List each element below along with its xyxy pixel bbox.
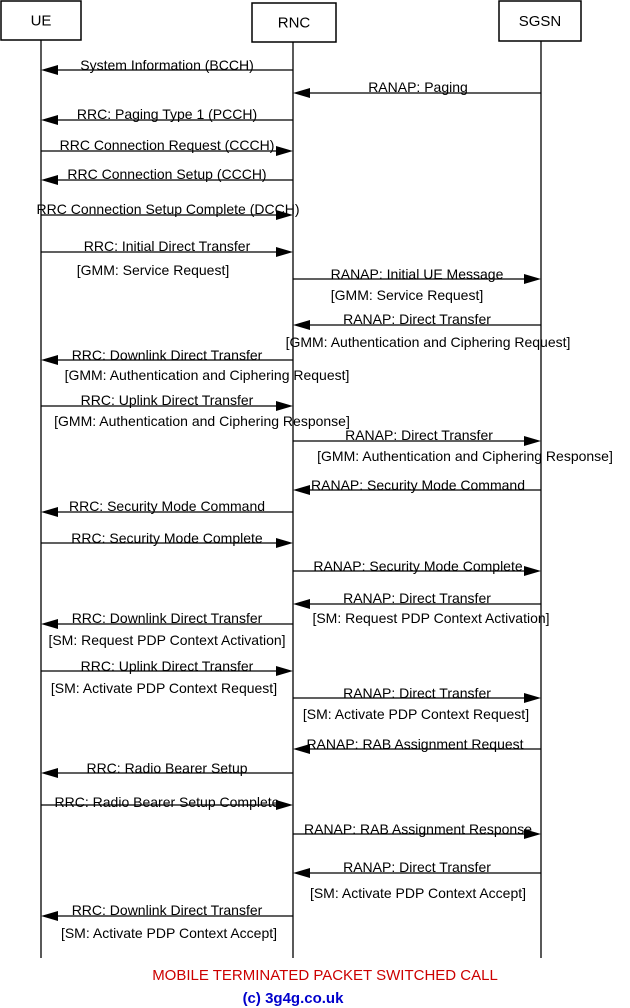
- message: [41, 57, 293, 75]
- message-arrowhead: [41, 175, 58, 185]
- message-arrowhead: [41, 65, 58, 75]
- rnc-label: RNC: [277, 14, 311, 32]
- message-payload: [GMM: Authentication and Ciphering Request]: [64, 367, 350, 383]
- message-label: RANAP: RAB Assignment Response: [304, 821, 532, 837]
- message: [41, 530, 293, 548]
- message: [41, 610, 293, 648]
- message-label: RANAP: Direct Transfer: [345, 427, 493, 443]
- sgsn-label: SGSN: [518, 13, 562, 30]
- message-arrowhead: [41, 911, 58, 921]
- message: [41, 658, 293, 696]
- ue-label: UE: [30, 12, 52, 30]
- message-label: RRC Connection Setup Complete (DCCH): [36, 201, 300, 217]
- message: [41, 498, 293, 517]
- message-payload: [SM: Request PDP Context Activation]: [48, 632, 286, 648]
- message-payload: [SM: Activate PDP Context Accept]: [309, 885, 527, 901]
- message-label: RRC: Initial Direct Transfer: [83, 238, 251, 254]
- message-arrowhead: [524, 436, 541, 446]
- message: [293, 859, 541, 901]
- message-label: RANAP: Paging: [368, 79, 468, 95]
- message-label: RANAP: Direct Transfer: [343, 685, 491, 701]
- message: [41, 166, 293, 185]
- message-label: RRC: Downlink Direct Transfer: [71, 902, 263, 918]
- message-payload: [SM: Activate PDP Context Request]: [302, 706, 530, 722]
- diagram-caption: MOBILE TERMINATED PACKET SWITCHED CALL: [152, 967, 498, 984]
- message-payload: [GMM: Authentication and Ciphering Response]: [317, 448, 613, 464]
- message: [41, 760, 293, 778]
- message-payload: [GMM: Authentication and Ciphering Request]: [285, 334, 571, 350]
- message-payload: [SM: Activate PDP Context Accept]: [60, 925, 278, 941]
- message-label: RRC: Uplink Direct Transfer: [80, 392, 254, 408]
- message-label: RANAP: Security Mode Complete: [313, 558, 523, 574]
- message: [41, 238, 293, 278]
- message: [293, 79, 541, 98]
- message-label: RRC: Radio Bearer Setup: [86, 760, 248, 776]
- message-label: RRC: Downlink Direct Transfer: [71, 610, 263, 626]
- message-payload: [SM: Request PDP Context Activation]: [312, 610, 550, 626]
- message-arrowhead: [524, 274, 541, 284]
- message: [293, 685, 541, 722]
- message: [293, 558, 541, 576]
- message: [37, 201, 300, 220]
- message-arrowhead: [41, 355, 58, 365]
- message-label: RANAP: Direct Transfer: [343, 311, 491, 327]
- message: [293, 590, 550, 626]
- message-label: RANAP: Direct Transfer: [343, 590, 491, 606]
- message: [293, 266, 541, 303]
- message-label: RANAP: Security Mode Command: [311, 477, 525, 493]
- message-payload: [GMM: Service Request]: [76, 262, 230, 278]
- message-arrowhead: [41, 115, 58, 125]
- message-arrowhead: [293, 599, 310, 609]
- message-arrowhead: [41, 619, 58, 629]
- message-label: RRC: Security Mode Command: [68, 498, 266, 514]
- message-arrowhead: [276, 247, 293, 257]
- message-arrowhead: [276, 666, 293, 676]
- message-arrowhead: [524, 693, 541, 703]
- message-label: RANAP: Initial UE Message: [330, 266, 504, 282]
- message-label: System Information (BCCH): [80, 57, 254, 73]
- message-label: RRC: Paging Type 1 (PCCH): [76, 106, 258, 122]
- message: [293, 477, 541, 495]
- message: [293, 821, 541, 839]
- message-arrowhead: [524, 566, 541, 576]
- message-arrowhead: [276, 538, 293, 548]
- message: [41, 106, 293, 125]
- message-label: RRC Connection Request (CCCH): [59, 137, 275, 153]
- message-arrowhead: [41, 507, 58, 517]
- message-label: RRC Connection Setup (CCCH): [67, 166, 267, 182]
- message: [41, 137, 293, 156]
- message: [41, 347, 349, 383]
- rnc-entity: [252, 3, 336, 42]
- message: [293, 736, 541, 754]
- message-label: RRC: Uplink Direct Transfer: [80, 658, 254, 674]
- messages: [37, 57, 613, 941]
- message-arrowhead: [293, 868, 310, 878]
- message-arrowhead: [293, 88, 310, 98]
- sgsn-entity: [499, 1, 581, 41]
- entity-headers: [1, 1, 581, 42]
- message-label: RRC: Radio Bearer Setup Complete: [54, 794, 280, 810]
- message: [41, 794, 293, 810]
- message-label: RANAP: RAB Assignment Request: [306, 736, 524, 752]
- message: [41, 902, 293, 941]
- message-payload: [GMM: Authentication and Ciphering Response]: [54, 413, 350, 429]
- message-label: RANAP: Direct Transfer: [343, 859, 491, 875]
- message-payload: [GMM: Service Request]: [330, 287, 484, 303]
- message: [41, 392, 350, 429]
- message-arrowhead: [41, 768, 58, 778]
- message: [293, 427, 613, 464]
- message-payload: [SM: Activate PDP Context Request]: [50, 680, 278, 696]
- ue-entity: [1, 1, 81, 40]
- message-arrowhead: [276, 401, 293, 411]
- message-arrowhead: [293, 320, 310, 330]
- message-label: RRC: Downlink Direct Transfer: [71, 347, 263, 363]
- message: [286, 311, 571, 350]
- copyright-credit: (c) 3g4g.co.uk: [242, 990, 344, 1007]
- message-arrowhead: [293, 485, 310, 495]
- message-label: RRC: Security Mode Complete: [71, 530, 263, 546]
- message-arrowhead: [276, 146, 293, 156]
